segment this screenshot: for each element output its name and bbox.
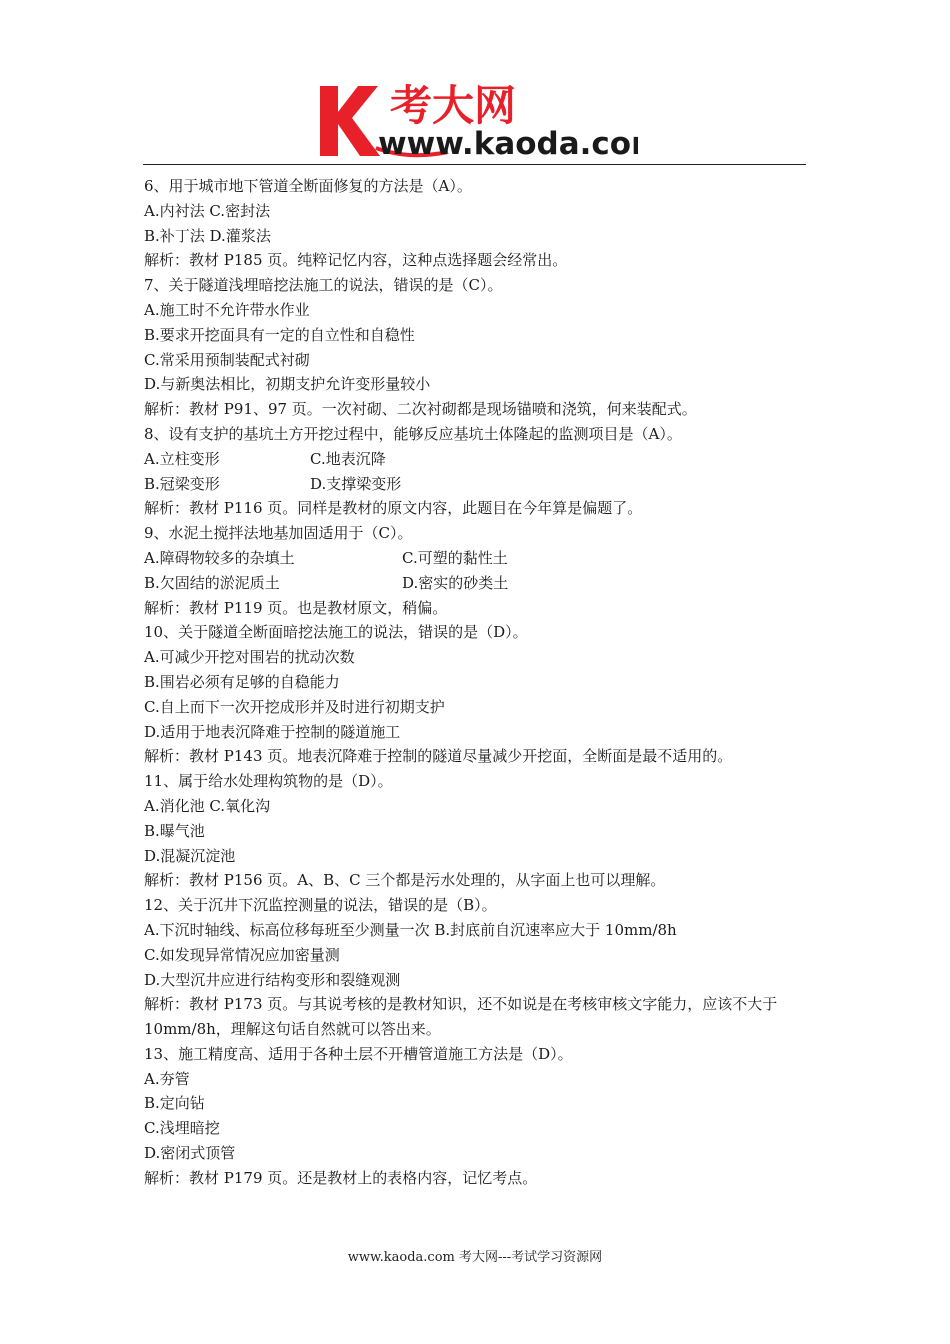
- header-divider: [143, 164, 806, 165]
- q11-option-b: B.曝气池: [144, 821, 205, 840]
- q8-option-c: C.地表沉降: [310, 449, 386, 468]
- q13-option-a: A.夯管: [144, 1069, 190, 1088]
- question-10: 10、关于隧道全断面暗挖法施工的说法，错误的是（D）。: [144, 623, 528, 642]
- q10-option-d: D.适用于地表沉降难于控制的隧道施工: [144, 722, 401, 741]
- q6-options-ac: A.内衬法 C.密封法: [144, 201, 271, 220]
- q9-option-c: C.可塑的黏性土: [402, 548, 508, 567]
- q8-options-row2: [144, 472, 812, 497]
- q11-analysis: 解析：教材 P156 页。A、B、C 三个都是污水处理的，从字面上也可以理解。: [144, 871, 666, 890]
- q7-option-b: B.要求开挖面具有一定的自立性和自稳性: [144, 325, 415, 344]
- q12-options-ab: A.下沉时轴线、标高位移每班至少测量一次 B.封底前自沉速率应大于 10mm/8h: [144, 920, 677, 939]
- question-11: 11、属于给水处理构筑物的是（D）。: [144, 772, 393, 791]
- q9-options-row2: [144, 571, 812, 596]
- q9-option-b: B.欠固结的淤泥质土: [144, 573, 280, 592]
- q13-option-b: B.定向钻: [144, 1094, 205, 1113]
- question-8: 8、设有支护的基坑土方开挖过程中，能够反应基坑土体隆起的监测项目是（A）。: [144, 424, 682, 443]
- q8-analysis: 解析：教材 P116 页。同样是教材的原文内容，此题目在今年算是偏题了。: [144, 499, 643, 518]
- page-footer: www.kaoda.com 考大网---考试学习资源网: [347, 1250, 603, 1265]
- q7-option-a: A.施工时不允许带水作业: [144, 300, 310, 319]
- question-13: 13、施工精度高、适用于各种土层不开槽管道施工方法是（D）。: [144, 1044, 573, 1063]
- q10-option-a: A.可减少开挖对围岩的扰动次数: [144, 648, 355, 667]
- q9-option-d: D.密实的砂类土: [402, 573, 509, 592]
- question-9: 9、水泥土搅拌法地基加固适用于（C）。: [144, 524, 413, 543]
- question-12: 12、关于沉井下沉监控测量的说法，错误的是（B）。: [144, 896, 497, 915]
- logo-url-text: www.kaoda.com: [378, 126, 638, 162]
- question-6: 6、用于城市地下管道全断面修复的方法是（A）。: [144, 177, 472, 195]
- q8-option-b: B.冠梁变形: [144, 474, 220, 493]
- q9-option-a: A.障碍物较多的杂填土: [144, 548, 295, 567]
- site-logo: [318, 78, 638, 162]
- q9-options-row1: [144, 546, 812, 571]
- q9-analysis: 解析：教材 P119 页。也是教材原文，稍偏。: [144, 598, 448, 617]
- q8-options-row1: [144, 447, 812, 472]
- q7-analysis: 解析：教材 P91、97 页。一次衬砌、二次衬砌都是现场锚喷和浇筑，何来装配式。: [144, 400, 697, 419]
- q7-option-d: D.与新奥法相比，初期支护允许变形量较小: [144, 375, 431, 394]
- kaoda-logo-icon: [318, 78, 638, 162]
- logo-k-mark: [320, 86, 380, 156]
- q12-option-d: D.大型沉井应进行结构变形和裂缝观测: [144, 970, 401, 989]
- q8-option-d: D.支撑梁变形: [310, 474, 402, 493]
- q6-analysis: 解析：教材 P185 页。纯粹记忆内容，这种点选择题会经常出。: [144, 251, 568, 270]
- q11-option-d: D.混凝沉淀池: [144, 846, 236, 865]
- q12-option-c: C.如发现异常情况应加密量测: [144, 945, 340, 964]
- q10-analysis: 解析：教材 P143 页。地表沉降难于控制的隧道尽量减少开挖面，全断面是最不适用的。: [144, 747, 733, 766]
- question-7: 7、关于隧道浅埋暗挖法施工的说法，错误的是（C）。: [144, 276, 503, 295]
- q11-options-ac: A.消化池 C.氧化沟: [144, 796, 271, 815]
- q13-option-d: D.密闭式顶管: [144, 1144, 236, 1163]
- logo-cn-text: 考大网: [390, 81, 517, 130]
- q10-option-b: B.围岩必须有足够的自稳能力: [144, 672, 340, 691]
- q13-option-c: C.浅埋暗挖: [144, 1119, 220, 1138]
- q6-options-bd: B.补丁法 D.灌浆法: [144, 226, 271, 245]
- q7-option-c: C.常采用预制装配式衬砌: [144, 350, 310, 369]
- document-body: [144, 174, 812, 1191]
- q13-analysis: 解析：教材 P179 页。还是教材上的表格内容，记忆考点。: [144, 1168, 538, 1187]
- q12-analysis: 解析：教材 P173 页。与其说考核的是教材知识，还不如说是在考核审核文字能力，应该不大于 10mm/8h，理解这句话自然就可以答出来。: [144, 995, 778, 1039]
- q8-option-a: A.立柱变形: [144, 449, 220, 468]
- q10-option-c: C.自上而下一次开挖成形并及时进行初期支护: [144, 697, 445, 716]
